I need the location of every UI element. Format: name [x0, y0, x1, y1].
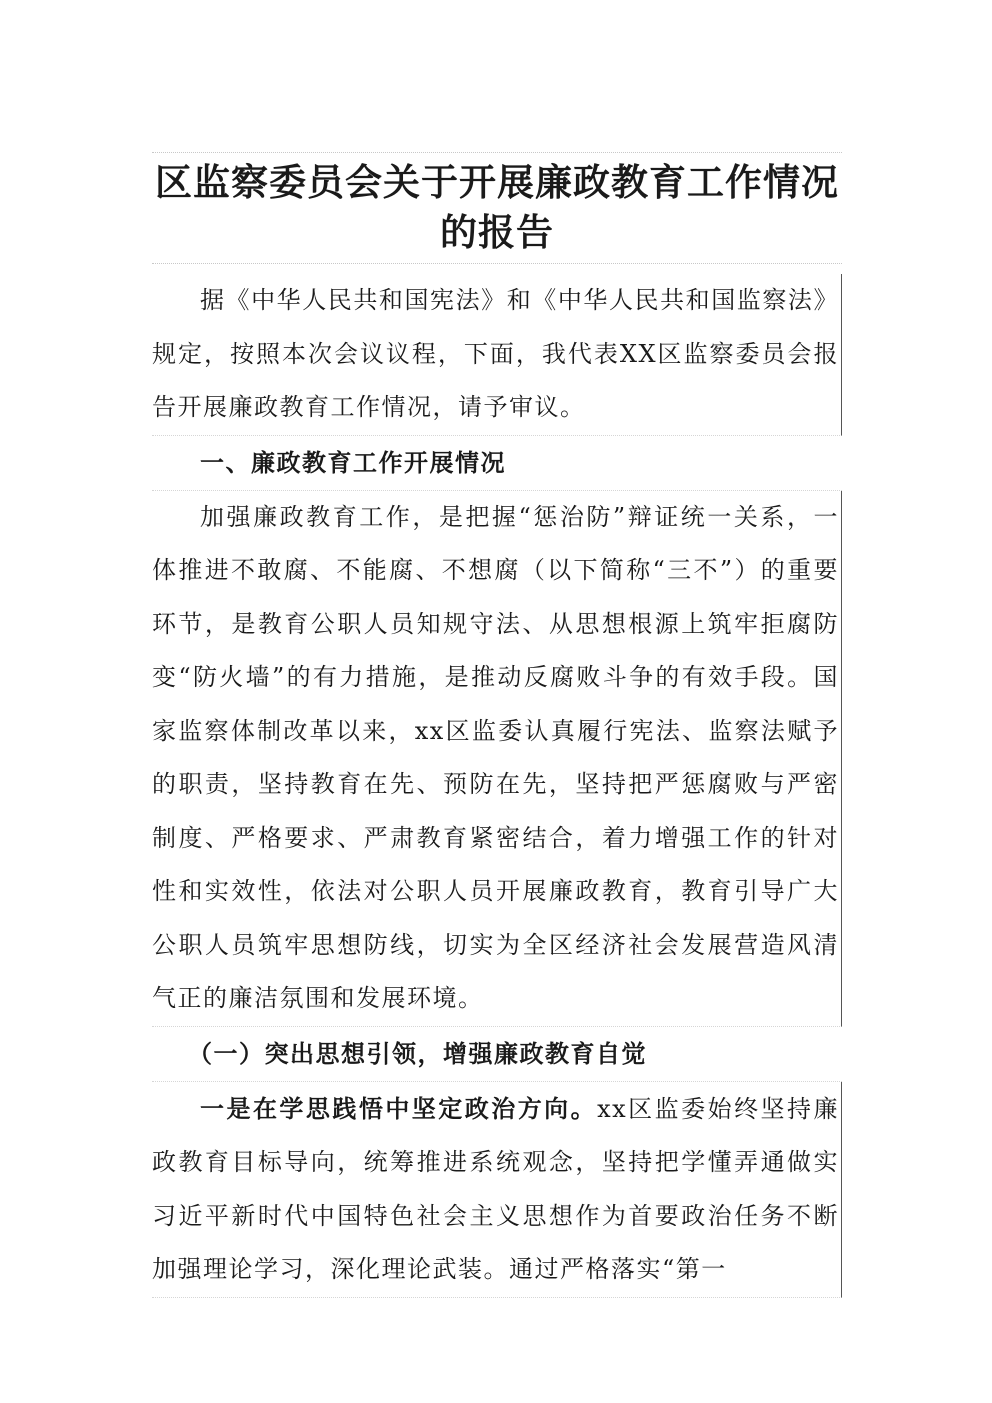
- subsection-1-text: xx区监委始终坚持廉政教育目标导向，统筹推进系统观念，坚持把学懂弄通做实习近平新时代中国特色社会主义思想作为首要政治任务不断加强理论学习，深化理论武装。通过严格落实“第一: [152, 1094, 839, 1283]
- title-line-2: 的报告: [440, 210, 554, 254]
- subsection-1-heading: （一）突出思想引领，增强廉政教育自觉: [152, 1027, 842, 1082]
- document-title: [152, 152, 842, 264]
- subsection-1-lead: 一是在学思践悟中坚定政治方向。: [200, 1093, 598, 1123]
- intro-paragraph: 据《中华人民共和国宪法》和《中华人民共和国监察法》规定，按照本次会议议程，下面，我代表XX区监察委员会报告开展廉政教育工作情况，请予审议。: [152, 274, 842, 436]
- subsection-1-paragraph: [152, 1082, 842, 1298]
- section-1-heading: 一、廉政教育工作开展情况: [152, 436, 842, 491]
- document-body: [152, 152, 842, 1298]
- title-line-1: 区监察委员会关于开展廉政教育工作情况: [155, 160, 839, 204]
- section-1-paragraph: 加强廉政教育工作，是把握“惩治防”辩证统一关系，一体推进不敢腐、不能腐、不想腐（以下简称“三不”）的重要环节，是教育公职人员知规守法、从思想根源上筑牢拒腐防变“防火墙”的有力措施，是推动反腐败斗争的有效手段。国家监察体制改革以来，xx区监委认真履行宪法、监察法赋予的职责，坚持教育在先、预防在先，坚持把严惩腐败与严密制度、严格要求、严肃教育紧密结合，着力增强工作的针对性和实效性，依法对公职人员开展廉政教育，教育引导广大公职人员筑牢思想防线，切实为全区经济社会发展营造风清气正的廉洁氛围和发展环境。: [152, 491, 842, 1027]
